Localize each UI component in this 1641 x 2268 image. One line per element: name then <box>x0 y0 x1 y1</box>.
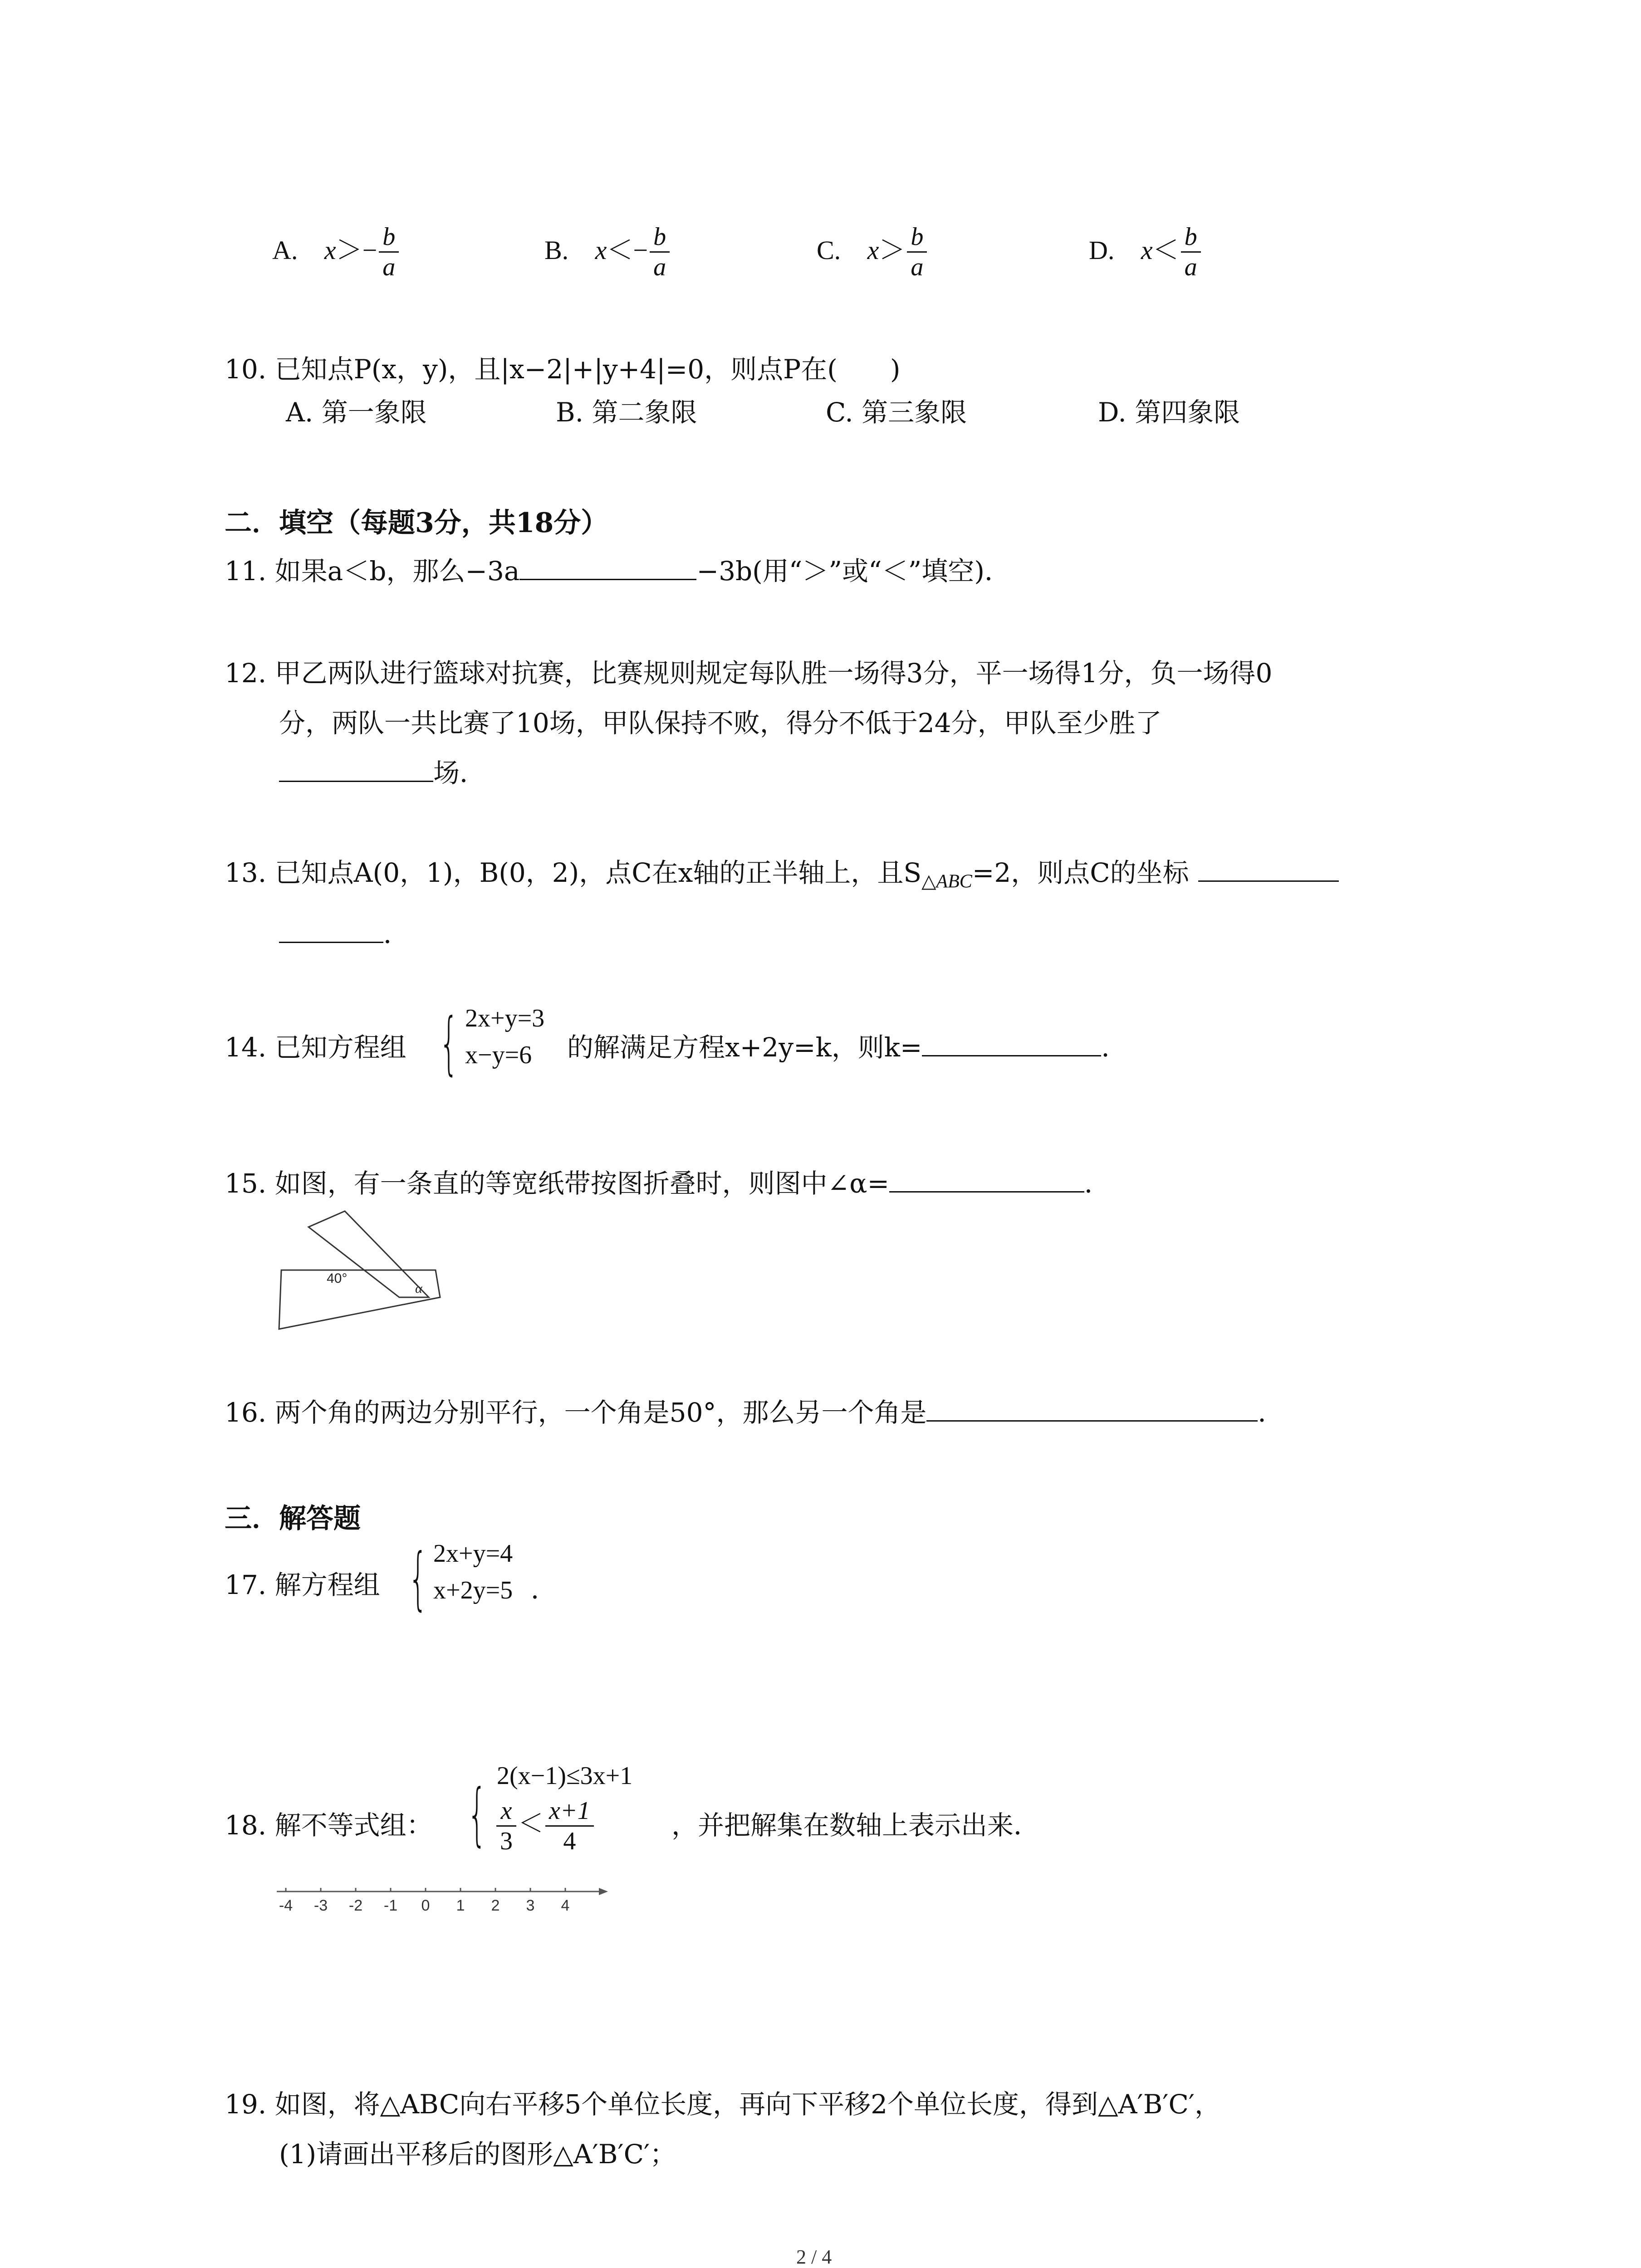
option-variable: x <box>867 235 879 265</box>
option-fraction <box>379 222 399 282</box>
q11-answer-blank[interactable] <box>519 575 696 580</box>
option-operator: ＞ <box>879 235 906 265</box>
q14-pre: 14. 已知方程组 <box>225 1032 407 1063</box>
q14-system <box>465 1000 544 1074</box>
q14-post <box>567 1034 1127 1061</box>
q13-period: ． <box>383 919 410 949</box>
q9-option-d[interactable] <box>1089 222 1203 282</box>
number-line-tick-label: 3 <box>526 1897 535 1914</box>
q18-inequality-2 <box>495 1796 596 1856</box>
q18-pre: 18. 解不等式组： <box>225 1810 433 1841</box>
q18-post: ，并把解集在数轴上表示出来． <box>671 1810 1040 1841</box>
number-line-tick-label: -1 <box>383 1897 398 1914</box>
q17-period: ． <box>531 1574 558 1605</box>
q18-number-line <box>272 1882 617 1928</box>
q17-equation-1: 2x+y=4 <box>433 1540 513 1568</box>
option-letter: D. <box>1089 235 1115 265</box>
q18-less-than: ＜ <box>518 1809 544 1838</box>
q13-line2 <box>279 921 410 947</box>
option-operator: ＞− <box>336 235 377 265</box>
denominator: a <box>653 253 666 282</box>
q11-text-end: −3b(用“＞”或“＜”填空)． <box>696 556 1011 587</box>
q17-brace: { <box>408 1539 428 1618</box>
q18-brace: { <box>467 1775 487 1854</box>
q12-line2: 分，两队一共比赛了10场，甲队保持不败，得分不低于24分，甲队至少胜了 <box>279 708 1162 738</box>
q9-option-a[interactable] <box>272 222 401 282</box>
q18-left-fraction <box>496 1796 516 1856</box>
option-operator: ＜ <box>1152 235 1179 265</box>
q16 <box>225 1399 1284 1426</box>
q15 <box>225 1170 1111 1197</box>
q13-text: 13. 已知点A(0，1)，B(0，2)，点C在x轴的正半轴上，且S <box>225 857 922 888</box>
q14-equation-2: x−y=6 <box>465 1041 532 1070</box>
q14-brace: { <box>439 1004 459 1083</box>
q13-answer-blank-cont[interactable] <box>279 938 383 943</box>
q9-option-c[interactable] <box>817 222 929 282</box>
numerator: x+1 <box>545 1796 594 1827</box>
q14-equation-1: 2x+y=3 <box>465 1004 545 1032</box>
number-line-tick-label: -2 <box>348 1897 363 1914</box>
q9-option-b[interactable] <box>544 222 671 282</box>
q12-answer-blank[interactable] <box>279 777 433 782</box>
q13-answer-blank[interactable] <box>1198 877 1339 882</box>
q16-text: 16. 两个角的两边分别平行，一个角是50°，那么另一个角是 <box>225 1397 927 1428</box>
q11 <box>225 556 1011 587</box>
denominator: a <box>382 253 396 282</box>
q19-line1: 19. 如图，将△ABC向右平移5个单位长度，再向下平移2个单位长度，得到△A′B′C′， <box>225 2089 1221 2120</box>
q15-period: ． <box>1084 1168 1111 1199</box>
q15-text: 15. 如图，有一条直的等宽纸带按图折叠时，则图中∠α= <box>225 1168 890 1199</box>
option-letter: A. <box>272 235 298 265</box>
number-line-tick-label: 1 <box>456 1897 465 1914</box>
q18-inequality-1: 2(x−1)≤3x+1 <box>497 1762 633 1790</box>
angle-40-label: 40° <box>327 1271 348 1286</box>
denominator: a <box>1184 253 1197 282</box>
number-line-tick-label: 2 <box>491 1897 500 1914</box>
alpha-label: α <box>415 1281 422 1296</box>
q12-text-end: 场． <box>433 758 486 788</box>
q10-stem: 10. 已知点P(x，y)，且|x−2|+|y+4|=0，则点P在( ) <box>225 354 901 385</box>
q18-right-fraction <box>545 1796 594 1856</box>
q19-line2: (1)请画出平移后的图形△A′B′C′； <box>279 2139 676 2170</box>
number-line-tick-label: -3 <box>314 1897 328 1914</box>
page-number: 2 / 4 <box>796 2246 832 2268</box>
q10-option-d[interactable]: D. 第四象限 <box>1098 397 1240 428</box>
q15-answer-blank[interactable] <box>889 1188 1084 1193</box>
q17-pre: 17. 解方程组 <box>225 1569 380 1600</box>
number-line-tick-label: 4 <box>561 1897 570 1914</box>
number-line-tick-label: -4 <box>279 1897 293 1914</box>
option-letter: C. <box>817 235 841 265</box>
q17-equation-2: x+2y=5 <box>433 1576 513 1605</box>
numerator: b <box>907 222 927 253</box>
q10-option-b[interactable]: B. 第二象限 <box>556 397 697 428</box>
option-fraction <box>650 222 670 282</box>
q13-text-end: =2，则点C的坐标 <box>972 857 1189 888</box>
denominator: a <box>911 253 924 282</box>
option-variable: x <box>324 235 336 265</box>
section-heading-fill-in: 二．填空（每题3分，共18分） <box>225 507 608 539</box>
denominator: 4 <box>563 1827 576 1856</box>
arrow-right-icon <box>599 1888 608 1895</box>
q10-option-a[interactable]: A. 第一象限 <box>286 397 427 428</box>
numerator: b <box>650 222 670 253</box>
numerator: b <box>1181 222 1201 253</box>
option-operator: ＜− <box>607 235 648 265</box>
option-letter: B. <box>544 235 569 265</box>
q11-text: 11. 如果a＜b，那么−3a <box>225 556 520 587</box>
numerator: b <box>379 222 399 253</box>
q17-system <box>433 1535 513 1609</box>
q16-period: ． <box>1258 1397 1284 1428</box>
option-variable: x <box>595 235 607 265</box>
q14-answer-blank[interactable] <box>922 1051 1101 1056</box>
strip-bottom-part <box>279 1270 440 1329</box>
section-heading-solve: 三．解答题 <box>225 1503 361 1535</box>
numerator: x <box>496 1796 516 1827</box>
q12-line3 <box>279 760 486 786</box>
q14-period: ． <box>1101 1032 1128 1063</box>
q13-line1 <box>225 857 1339 892</box>
q10-option-c[interactable]: C. 第三象限 <box>826 397 967 428</box>
q13-subscript: △ABC <box>921 871 972 892</box>
q14-text: 的解满足方程x+2y=k，则k= <box>567 1032 922 1063</box>
option-variable: x <box>1141 235 1153 265</box>
denominator: 3 <box>500 1827 513 1856</box>
option-fraction <box>907 222 927 282</box>
q16-answer-blank[interactable] <box>926 1417 1258 1422</box>
q15-folded-strip-figure <box>272 1202 454 1338</box>
q12-line1: 12. 甲乙两队进行篮球对抗赛，比赛规则规定每队胜一场得3分，平一场得1分，负一场得0 <box>225 658 1273 689</box>
number-line-tick-label: 0 <box>421 1897 430 1914</box>
option-fraction <box>1181 222 1201 282</box>
